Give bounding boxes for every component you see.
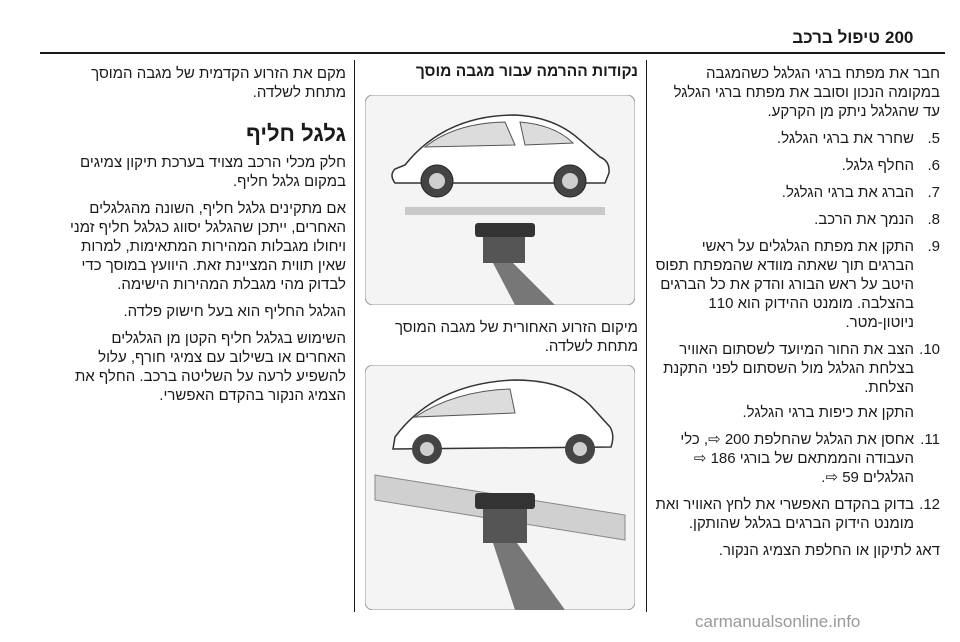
step-12	[655, 495, 940, 533]
front-lift-point-figure	[365, 365, 635, 610]
step-text: הצב את החור המיועד לשסתום האוויר בצלחת הגלגל מול השסתום לפני התקנת הצלחת.	[663, 341, 914, 396]
step-9	[655, 237, 940, 332]
left-column	[62, 64, 346, 413]
step-text: שחרר את ברגי הגלגל.	[777, 130, 914, 147]
step-text: התקן את מפתח הגלגלים על ראשי הברגים תוך שאתה מוודא שהמפתח תפוס היטב על ראש הבורג והדק את כל הברגים בהצלבה. מומנט ההידוק הוא 110 ניוטון-מטר.	[655, 238, 914, 331]
paragraph: אם מתקינים גלגל חליף, השונה מהגלגלים האחרים, ייתכן שהגלגל יסווג כגלגל חליף זמני ויחולו מגבלות המהירות המתאימות, למרות שאין תווית המציינת זאת. היוועץ במוסך כדי לבדוק מהי מגבלת המהירות הישימה.	[70, 200, 346, 293]
right-column	[655, 64, 940, 568]
rear-lift-point-figure	[365, 95, 635, 305]
column-divider-right	[646, 60, 647, 612]
middle-caption: מיקום הזרוע האחורית של מגבה המוסך מתחת לשלדה.	[394, 319, 638, 355]
step-10-extra: התקן את כיפות ברגי הגלגל.	[742, 404, 914, 421]
step-10	[655, 340, 940, 422]
step-number: 5.	[927, 130, 940, 147]
page-number: 200	[885, 28, 914, 47]
step-text: אחסן את הגלגל שהחלפת 200 ⇨, כלי העבודה והממתאם של בורגי 186 ⇨ הגלגלים 59 ⇨.	[680, 431, 914, 486]
step-5	[655, 129, 940, 148]
step-number: 8.	[927, 211, 940, 228]
step-number: 9.	[927, 238, 940, 255]
step-number: 6.	[927, 157, 940, 174]
page-title: טיפול ברכב	[792, 28, 880, 47]
step-text: הנמך את הרכב.	[814, 211, 914, 228]
intro-paragraph: חבר את מפתח ברגי הגלגל כשהמגבה במקומה הנכון וסובב את מפתח ברגי הגלגל עד שהגלגל ניתק מן הקרקע.	[673, 65, 940, 120]
paragraph: חלק מכלי הרכב מצויד בערכת תיקון צמיגים במקום גלגל חליף.	[79, 154, 346, 190]
paragraph: השימוש בגלגל חליף הקטן מן הגלגלים האחרים או בשילוב עם צמיגי חורף, עלול להשפיע לרעה על השליטה ברכב. החלף את הצמיג הנקור בהקדם האפשרי.	[74, 330, 346, 404]
step-text: הברג את ברגי הגלגל.	[781, 184, 914, 201]
header-rule	[40, 52, 945, 54]
step-number: 11.	[920, 431, 940, 448]
outro-paragraph: דאג לתיקון או החלפת הצמיג הנקור.	[718, 542, 940, 559]
middle-heading: נקודות ההרמה עבור מגבה מוסך	[415, 63, 638, 80]
section-heading: גלגל חליף	[245, 121, 346, 146]
step-number: 7.	[927, 184, 940, 201]
step-8	[655, 210, 940, 229]
watermark: carmanualsonline.info	[695, 612, 861, 631]
column-divider-left	[354, 60, 355, 612]
left-caption: מקם את הזרוע הקדמית של מגבה המוסך מתחת לשלדה.	[91, 65, 346, 101]
step-text: החלף גלגל.	[841, 157, 914, 174]
step-number: 10.	[919, 341, 940, 358]
step-number: 12.	[919, 496, 940, 513]
step-11	[655, 430, 940, 487]
step-7	[655, 183, 940, 202]
step-6	[655, 156, 940, 175]
paragraph: הגלגל החליף הוא בעל חישוק פלדה.	[123, 303, 346, 320]
step-text: בדוק בהקדם האפשרי את לחץ האוויר ואת מומנט הידוק הברגים בגלגל שהותקן.	[655, 496, 914, 532]
